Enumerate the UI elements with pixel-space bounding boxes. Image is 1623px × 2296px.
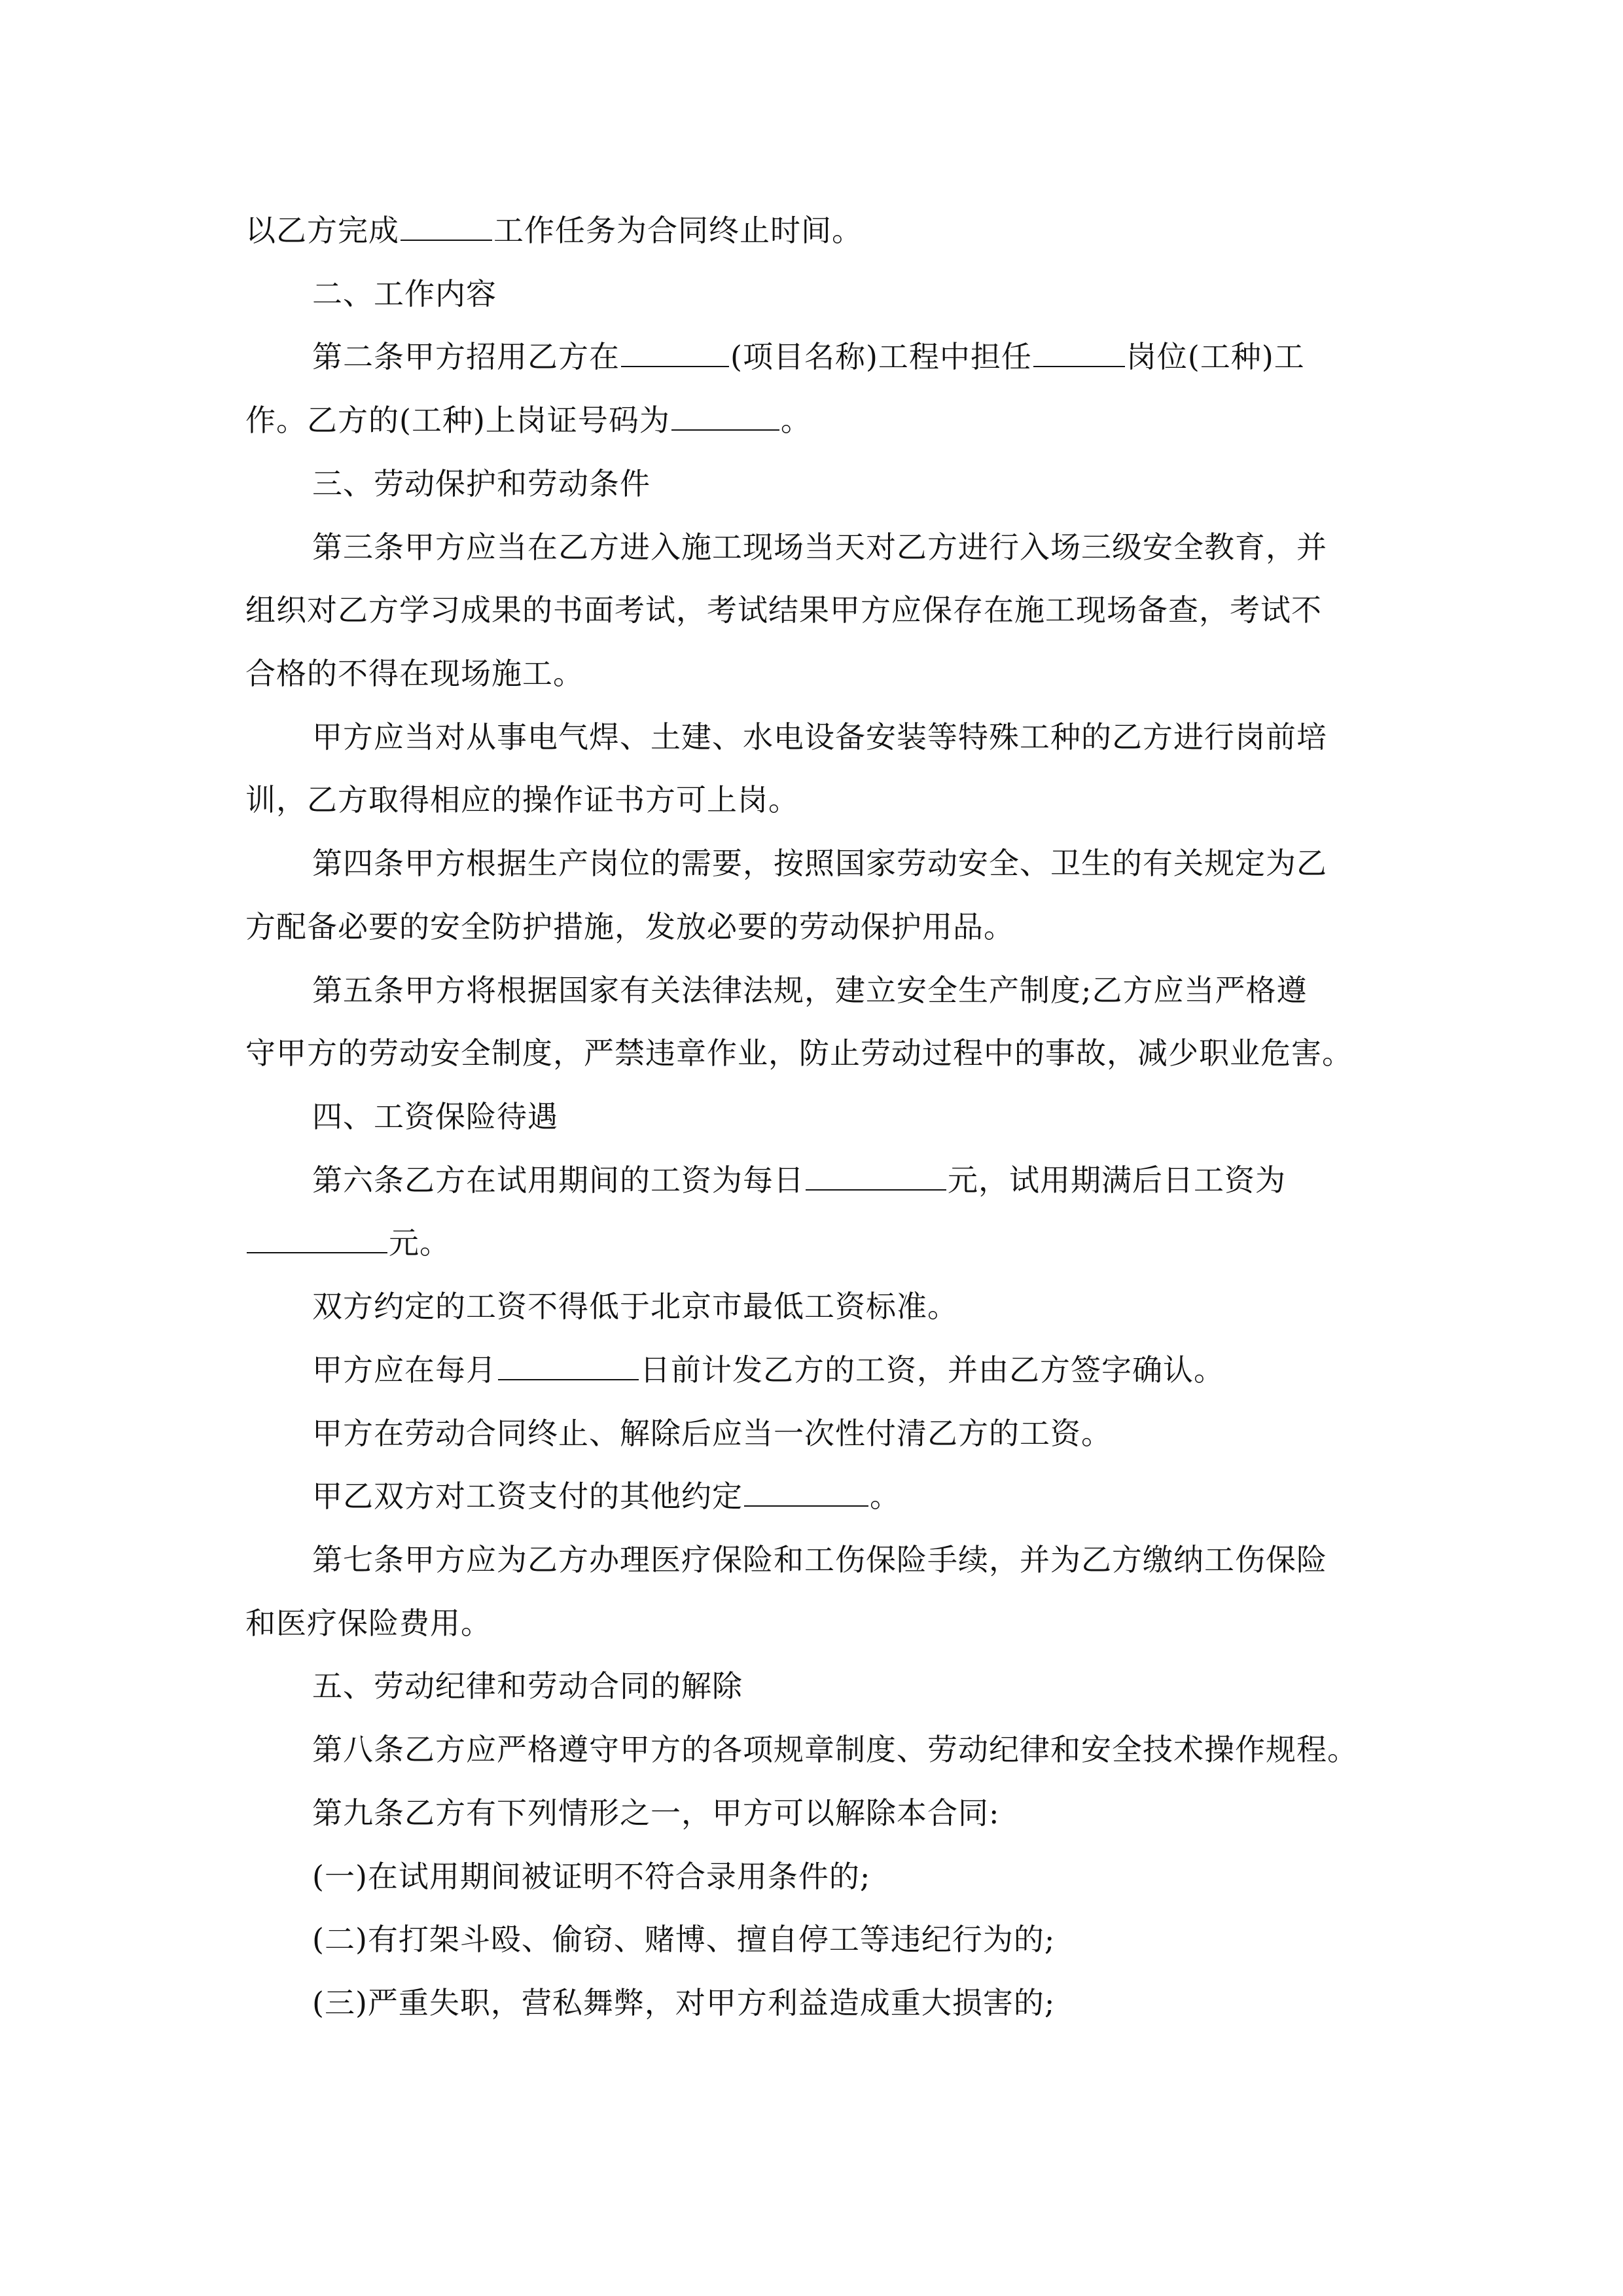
- text-segment: 作。乙方的(工种)上岗证号码为: [245, 403, 670, 438]
- paragraph-line: 第四条甲方根据生产岗位的需要，按照国家劳动安全、卫生的有关规定为乙: [312, 846, 1327, 881]
- fill-in-blank: [806, 1160, 946, 1191]
- contract-line: [312, 1159, 1286, 1201]
- paragraph-line: 甲方在劳动合同终止、解除后应当一次性付清乙方的工资。: [312, 1416, 1112, 1451]
- text-segment: 。: [780, 403, 812, 438]
- list-item: (二)有打架斗殴、偷窃、赌博、擅自停工等违纪行为的;: [312, 1922, 1056, 1957]
- paragraph-line: 合格的不得在现场施工。: [245, 656, 584, 691]
- paragraph-line: 训，乙方取得相应的操作证书方可上岗。: [245, 782, 799, 817]
- paragraph-line: 第七条甲方应为乙方办理医疗保险和工伤保险手续，并为乙方缴纳工伤保险: [312, 1542, 1327, 1577]
- text-segment: (项目名称)工程中担任: [730, 339, 1032, 374]
- text-segment: 第六条乙方在试用期间的工资为每日: [312, 1162, 804, 1198]
- paragraph-line: 和医疗保险费用。: [245, 1605, 491, 1641]
- section-heading: 二、工作内容: [312, 276, 497, 312]
- paragraph-line: 第三条甲方应当在乙方进入施工现场当天对乙方进行入场三级安全教育，并: [312, 529, 1327, 565]
- text-segment: 元，试用期满后日工资为: [948, 1162, 1286, 1198]
- contract-line: [245, 209, 863, 251]
- text-segment: 工作任务为合同终止时间。: [493, 213, 863, 248]
- text-segment: 第二条甲方招用乙方在: [312, 339, 620, 374]
- section-heading: 四、工资保险待遇: [312, 1099, 558, 1134]
- text-segment: 元。: [389, 1225, 450, 1261]
- fill-in-blank: [247, 1223, 387, 1253]
- list-item: (一)在试用期间被证明不符合录用条件的;: [312, 1859, 871, 1894]
- paragraph-line: 第九条乙方有下列情形之一，甲方可以解除本合同:: [312, 1795, 1000, 1831]
- section-heading: 三、劳动保护和劳动条件: [312, 466, 651, 501]
- contract-line: [312, 1475, 901, 1517]
- text-segment: 甲乙双方对工资支付的其他约定: [312, 1479, 743, 1514]
- paragraph-line: 第八条乙方应严格遵守甲方的各项规章制度、劳动纪律和安全技术操作规程。: [312, 1732, 1358, 1767]
- text-segment: 。: [870, 1479, 901, 1514]
- text-segment: 甲方应在每月: [312, 1352, 497, 1388]
- contract-line: [312, 336, 1305, 378]
- list-item: (三)严重失职，营私舞弊，对甲方利益造成重大损害的;: [312, 1985, 1056, 2020]
- paragraph-line: 双方约定的工资不得低于北京市最低工资标准。: [312, 1289, 958, 1324]
- contract-line: [245, 1222, 450, 1264]
- contract-line: [312, 1349, 1224, 1391]
- paragraph-line: 方配备必要的安全防护措施，发放必要的劳动保护用品。: [245, 909, 1014, 944]
- text-segment: 日前计发乙方的工资，并由乙方签字确认。: [640, 1352, 1224, 1388]
- fill-in-blank: [744, 1477, 868, 1507]
- fill-in-blank: [1033, 337, 1125, 367]
- text-segment: 以乙方完成: [245, 213, 399, 248]
- paragraph-line: 甲方应当对从事电气焊、土建、水电设备安装等特殊工种的乙方进行岗前培: [312, 719, 1327, 755]
- fill-in-blank: [621, 337, 729, 367]
- paragraph-line: 守甲方的劳动安全制度，严禁违章作业，防止劳动过程中的事故，减少职业危害。: [245, 1035, 1353, 1071]
- section-heading: 五、劳动纪律和劳动合同的解除: [312, 1668, 743, 1704]
- contract-line: [245, 399, 812, 441]
- fill-in-blank: [401, 211, 492, 241]
- fill-in-blank: [498, 1350, 639, 1380]
- paragraph-line: 第五条甲方将根据国家有关法律法规，建立安全生产制度;乙方应当严格遵: [312, 973, 1308, 1008]
- text-segment: 岗位(工种)工: [1126, 339, 1305, 374]
- paragraph-line: 组织对乙方学习成果的书面考试，考试结果甲方应保存在施工现场备查，考试不: [245, 592, 1322, 628]
- fill-in-blank: [671, 401, 779, 431]
